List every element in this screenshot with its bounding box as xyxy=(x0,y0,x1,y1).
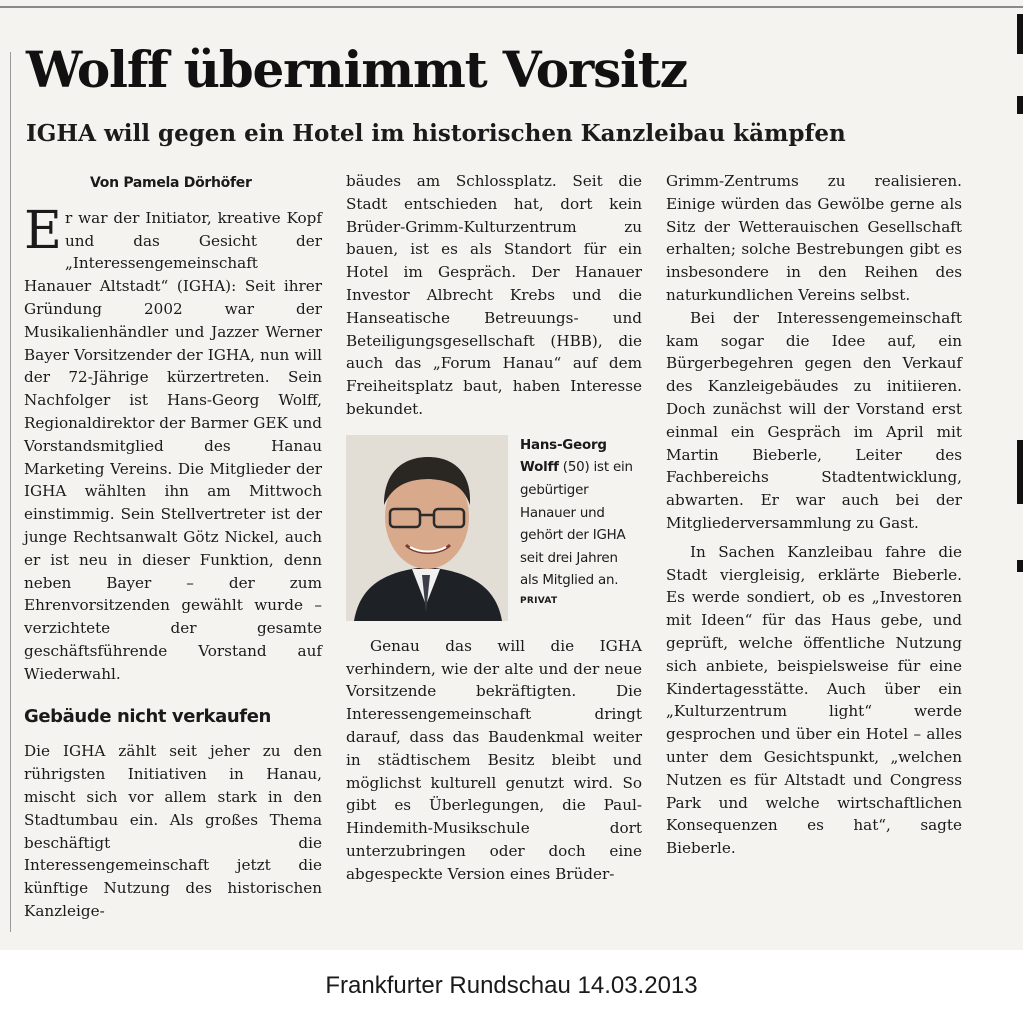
paragraph-igha: Die IGHA zählt seit jeher zu den rührigsten Initiativen in Hanau, mischt sich vor allem stark in den Stadtumbau ein. Als großes Thema beschäftigt die Interessengemeinschaft jetzt die künftige Nutzung des historischen Kanzleige- xyxy=(24,742,322,920)
portrait-image xyxy=(346,435,508,621)
paragraph-verhindern: Genau das will die IGHA verhindern, wie der alte und der neue Vorsitzende bekräftigten. Die Interessengemeinschaft dringt darauf, dass das Baudenkmal weiter in städtischem Besitz bleibt und möglichst kulturell genutzt wird. So gibt es Überlegungen, die Paul-Hindemith-Musikschule dort unterzubringen oder doch eine abgespeckte Version eines Brüder- xyxy=(346,636,642,883)
byline: Von Pamela Dörhöfer xyxy=(90,175,252,191)
caption-text: (50) ist ein gebürtiger Hanauer und gehört der IGHA seit drei Jahren als Mitglied an. xyxy=(520,460,633,589)
source-footer: Frankfurter Rundschau 14.03.2013 xyxy=(325,972,698,999)
paragraph-schlossplatz: bäudes am Schlossplatz. Seit die Stadt entschieden hat, dort kein Brüder-Grimm-Kulturzentrum zu bauen, ist es als Standort für ein Hotel im Gespräch. Der Hanauer Investor Albrecht Krebs und die Hanseatische Betreuungs- und Beteiligungsgesellschaft (HBB), die auch das „Forum Hanau“ auf dem Freiheitsplatz baut, haben Interesse bekundet. xyxy=(346,172,642,418)
drop-cap: E xyxy=(24,200,62,261)
column-3 xyxy=(666,170,962,860)
paragraph-grimm-zentrum: Grimm-Zentrums zu realisieren. Einige würden das Gewölbe gerne als Sitz der Wetterauischen Gesellschaft erhalten; solche Bestrebungen gibt es insbesondere in den Reihen des naturkundlichen Vereins selbst. xyxy=(666,172,962,304)
photo-credit: PRIVAT xyxy=(520,595,558,606)
intro-text: r war der Initiator, kreative Kopf und das Gesicht der „Interessengemeinschaft Hanauer Altstadt“ (IGHA): Seit ihrer Gründung 2002 war der Musikalienhändler und Jazzer Werner Bayer Vorsitzender der IGHA, nun will der 72-Jährige kürzertreten. Sein Nachfolger ist Hans-Georg Wolff, Regionaldirektor der Barmer GEK und Vorstandsmitglied des Hanau Marketing Vereins. Die Mitglieder der IGHA wählten ihn am Mittwoch einstimmig. Sein Stellvertreter ist der junge Rechtsanwalt Götz Nickel, auch er ist neu in dieser Funktion, denn neben Bayer – der zum Ehrenvorsitzenden gewählt wurde – verzichtete der gesamte geschäftsführende Vorstand auf Wiederwahl. xyxy=(24,208,322,683)
photo-caption xyxy=(520,435,640,609)
column-1 xyxy=(24,170,322,923)
section-heading: Gebäude nicht verkaufen xyxy=(24,705,271,727)
paragraph-kanzleibau: In Sachen Kanzleibau fahre die Stadt viergleisig, erklärte Bieberle. Es werde sondiert, ob es „Investoren mit Ideen“ für das Haus gebe, und geprüft, welche öffentliche Nutzung sich anbiete, beispielsweise für eine Kindertagesstätte. Auch über ein „Kulturzentrum light“ werde gesprochen und über ein Hotel – alles unter dem Gesichtspunkt, „welchen Nutzen es für Altstadt und Congress Park und welche wirtschaftlichen Konsequenzen es hat“, sagte Bieberle. xyxy=(666,542,962,858)
intro-paragraph xyxy=(24,200,322,686)
caption-name: Hans-Georg Wolff xyxy=(520,437,607,476)
left-column-rule xyxy=(10,52,11,932)
headline: Wolff übernimmt Vorsitz xyxy=(26,40,687,99)
top-rule xyxy=(0,6,1023,8)
subheadline: IGHA will gegen ein Hotel im historischen Kanzleibau kämpfen xyxy=(26,120,846,147)
column-2 xyxy=(346,170,642,886)
right-edge-marks xyxy=(1015,0,1023,950)
portrait-photo xyxy=(346,435,508,621)
paragraph-buergerbegehren: Bei der Interessengemeinschaft kam sogar die Idee auf, ein Bürgerbegehren gegen den Verkauf des Kanzleigebäudes zu initiieren. Doch zunächst will der Vorstand erst einmal ein Gespräch im April mit Martin Bieberle, Leiter des Fachbereichs Stadtentwicklung, abwarten. Er war auch bei der Mitgliederversammlung zu Gast. xyxy=(666,308,962,532)
